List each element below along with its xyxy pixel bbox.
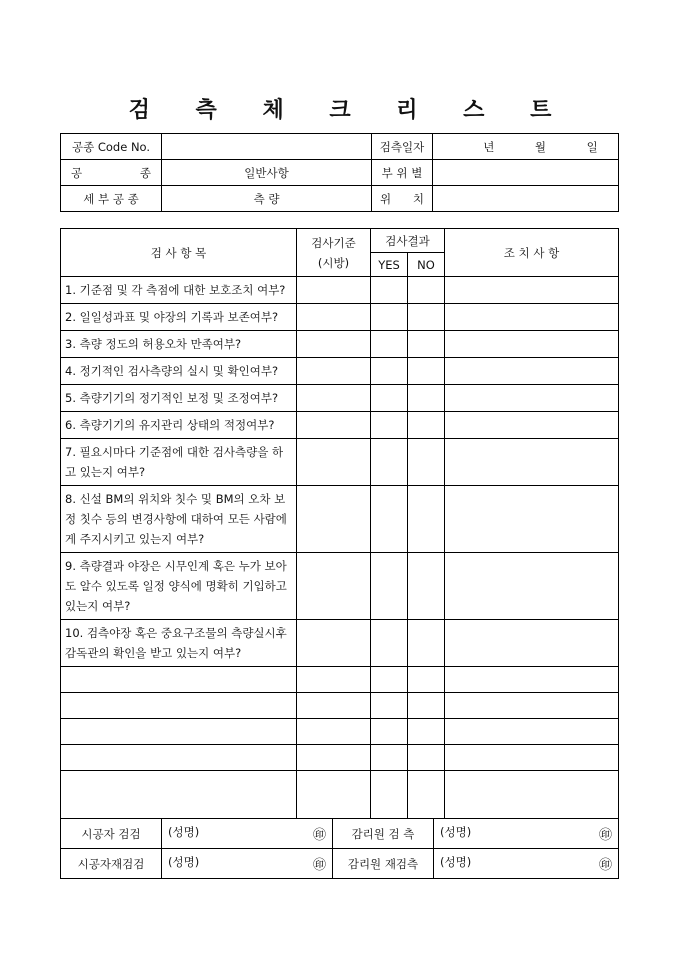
- checklist-table: [60, 228, 619, 819]
- action-cell[interactable]: [445, 771, 619, 819]
- name-label: (성명): [168, 855, 200, 869]
- no-cell[interactable]: [408, 719, 445, 745]
- name-label: (성명): [440, 855, 472, 869]
- standard-cell[interactable]: [297, 667, 371, 693]
- standard-cell[interactable]: [297, 412, 371, 439]
- col-standard-line-2: (시방): [317, 255, 350, 270]
- standard-cell[interactable]: [297, 719, 371, 745]
- standard-cell[interactable]: [297, 277, 371, 304]
- date-day-label: 일: [586, 139, 598, 154]
- seal-mark: ㊞: [598, 828, 612, 843]
- work-code-label: 공종 Code No.: [61, 134, 162, 160]
- location-label: 부 위 별: [372, 160, 433, 186]
- supervisor-reinspect-signature[interactable]: [434, 849, 619, 879]
- action-cell[interactable]: [445, 620, 619, 667]
- col-result-header: 검사결과: [371, 229, 445, 253]
- action-cell[interactable]: [445, 331, 619, 358]
- action-cell[interactable]: [445, 358, 619, 385]
- action-cell[interactable]: [445, 553, 619, 620]
- no-cell[interactable]: [408, 620, 445, 667]
- col-yes-header: YES: [371, 253, 408, 277]
- no-cell[interactable]: [408, 385, 445, 412]
- standard-cell[interactable]: [297, 553, 371, 620]
- action-cell[interactable]: [445, 667, 619, 693]
- no-cell[interactable]: [408, 553, 445, 620]
- work-type-label: [61, 160, 162, 186]
- col-item-header: 검 사 항 목: [61, 229, 297, 277]
- standard-cell[interactable]: [297, 331, 371, 358]
- sub-work-label: 세 부 공 종: [61, 186, 162, 212]
- no-cell[interactable]: [408, 331, 445, 358]
- standard-cell[interactable]: [297, 771, 371, 819]
- yes-cell[interactable]: [371, 439, 408, 486]
- check-item-8: 8. 신설 BM의 위치와 칫수 및 BM의 오차 보정 칫수 등의 변경사항에 대하여 모든 사람에게 주지시키고 있는지 여부?: [61, 486, 297, 553]
- work-type-label-a: 공: [71, 165, 83, 180]
- standard-cell[interactable]: [297, 745, 371, 771]
- no-cell[interactable]: [408, 486, 445, 553]
- standard-cell[interactable]: [297, 385, 371, 412]
- no-cell[interactable]: [408, 693, 445, 719]
- standard-cell[interactable]: [297, 304, 371, 331]
- check-item-7: 7. 필요시마다 기준점에 대한 검사측량을 하고 있는지 여부?: [61, 439, 297, 486]
- inspection-date-value[interactable]: [433, 134, 619, 160]
- action-cell[interactable]: [445, 304, 619, 331]
- action-cell[interactable]: [445, 277, 619, 304]
- action-cell[interactable]: [445, 745, 619, 771]
- check-item-2: 2. 일일성과표 및 야장의 기록과 보존여부?: [61, 304, 297, 331]
- sub-work-value[interactable]: 측 량: [162, 186, 372, 212]
- contractor-reinspect-signature[interactable]: [162, 849, 333, 879]
- blank-item-cell[interactable]: [61, 771, 297, 819]
- work-code-value[interactable]: [162, 134, 372, 160]
- supervisor-inspect-signature[interactable]: [434, 819, 619, 849]
- date-year-label: 년: [483, 139, 495, 154]
- yes-cell[interactable]: [371, 277, 408, 304]
- location-value[interactable]: [433, 160, 619, 186]
- check-item-4: 4. 정기적인 검사측량의 실시 및 확인여부?: [61, 358, 297, 385]
- work-type-value[interactable]: 일반사항: [162, 160, 372, 186]
- no-cell[interactable]: [408, 277, 445, 304]
- seal-mark: ㊞: [312, 858, 326, 873]
- seal-mark: ㊞: [312, 828, 326, 843]
- col-no-header: NO: [408, 253, 445, 277]
- action-cell[interactable]: [445, 719, 619, 745]
- position-value[interactable]: [433, 186, 619, 212]
- no-cell[interactable]: [408, 771, 445, 819]
- col-standard-header: [297, 229, 371, 277]
- standard-cell[interactable]: [297, 620, 371, 667]
- yes-cell[interactable]: [371, 304, 408, 331]
- yes-cell[interactable]: [371, 719, 408, 745]
- position-label-a: 위: [380, 191, 392, 206]
- check-item-5: 5. 측량기기의 정기적인 보정 및 조정여부?: [61, 385, 297, 412]
- header-info-table: [60, 133, 619, 212]
- blank-item-cell[interactable]: [61, 693, 297, 719]
- yes-cell[interactable]: [371, 667, 408, 693]
- no-cell[interactable]: [408, 358, 445, 385]
- name-label: (성명): [168, 825, 200, 839]
- name-label: (성명): [440, 825, 472, 839]
- yes-cell[interactable]: [371, 745, 408, 771]
- blank-item-cell[interactable]: [61, 667, 297, 693]
- yes-cell[interactable]: [371, 553, 408, 620]
- signature-table: [60, 818, 619, 879]
- yes-cell[interactable]: [371, 620, 408, 667]
- check-item-9: 9. 측량결과 야장은 시무인계 혹은 누가 보아도 알수 있도록 일정 양식에 명확히 기입하고 있는지 여부?: [61, 553, 297, 620]
- work-type-label-b: 종: [139, 165, 151, 180]
- blank-item-cell[interactable]: [61, 745, 297, 771]
- action-cell[interactable]: [445, 693, 619, 719]
- check-item-6: 6. 측량기기의 유지관리 상태의 적정여부?: [61, 412, 297, 439]
- yes-cell[interactable]: [371, 412, 408, 439]
- standard-cell[interactable]: [297, 439, 371, 486]
- action-cell[interactable]: [445, 412, 619, 439]
- check-item-10: 10. 검측야장 혹은 중요구조물의 측량실시후 감독관의 확인을 받고 있는지 여부?: [61, 620, 297, 667]
- no-cell[interactable]: [408, 667, 445, 693]
- action-cell[interactable]: [445, 486, 619, 553]
- no-cell[interactable]: [408, 304, 445, 331]
- standard-cell[interactable]: [297, 693, 371, 719]
- seal-mark: ㊞: [598, 858, 612, 873]
- inspection-date-label: 검측일자: [372, 134, 433, 160]
- no-cell[interactable]: [408, 412, 445, 439]
- no-cell[interactable]: [408, 439, 445, 486]
- check-item-1: 1. 기준점 및 각 측점에 대한 보호조치 여부?: [61, 277, 297, 304]
- yes-cell[interactable]: [371, 486, 408, 553]
- position-label-b: 치: [412, 191, 424, 206]
- action-cell[interactable]: [445, 439, 619, 486]
- check-item-3: 3. 측량 정도의 허용오차 만족여부?: [61, 331, 297, 358]
- standard-cell[interactable]: [297, 486, 371, 553]
- supervisor-reinspect-label: 감리원 재검측: [333, 849, 434, 879]
- col-standard-line-1: 검사기준: [311, 235, 356, 250]
- supervisor-inspect-label: 감리원 검 측: [333, 819, 434, 849]
- position-label: [372, 186, 433, 212]
- contractor-inspect-label: 시공자 검검: [61, 819, 162, 849]
- contractor-reinspect-label: 시공자재검검: [61, 849, 162, 879]
- yes-cell[interactable]: [371, 358, 408, 385]
- standard-cell[interactable]: [297, 358, 371, 385]
- blank-item-cell[interactable]: [61, 719, 297, 745]
- col-action-header: 조 치 사 항: [445, 229, 619, 277]
- no-cell[interactable]: [408, 745, 445, 771]
- page-title: 검 측 체 크 리 스 트: [128, 97, 571, 123]
- yes-cell[interactable]: [371, 385, 408, 412]
- action-cell[interactable]: [445, 385, 619, 412]
- yes-cell[interactable]: [371, 331, 408, 358]
- contractor-inspect-signature[interactable]: [162, 819, 333, 849]
- yes-cell[interactable]: [371, 771, 408, 819]
- date-month-label: 월: [534, 139, 547, 154]
- yes-cell[interactable]: [371, 693, 408, 719]
